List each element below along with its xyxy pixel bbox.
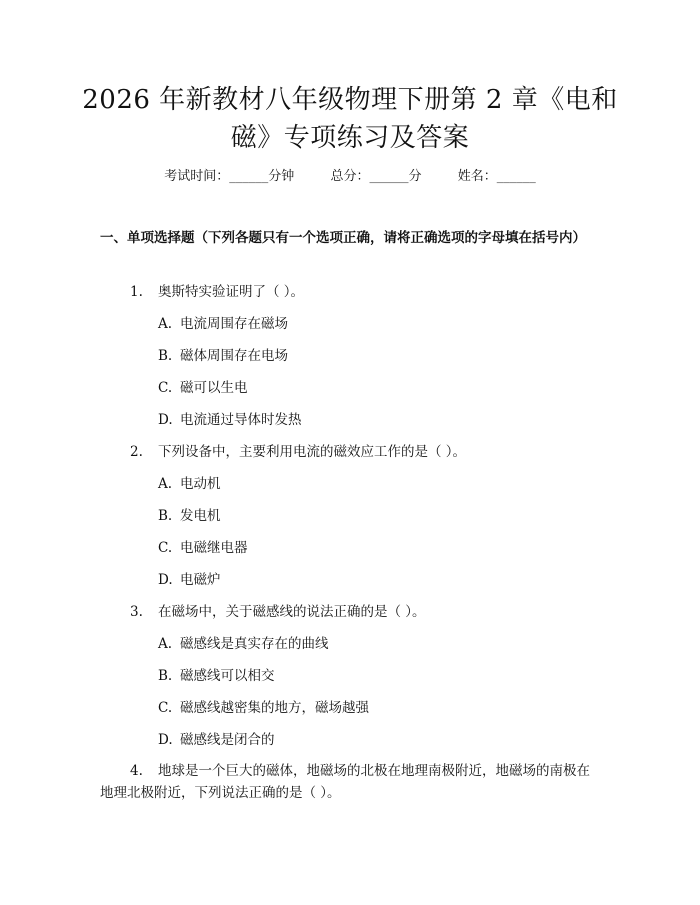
question-4 <box>100 760 600 804</box>
question-number: 2. <box>130 444 143 460</box>
option-letter: D. <box>158 412 173 428</box>
option-letter: C. <box>158 700 173 716</box>
option-letter: C. <box>158 540 173 556</box>
option-text: 电动机 <box>180 476 221 492</box>
question-number: 4. <box>130 763 143 779</box>
option-text: 磁体周围存在电场 <box>180 348 288 364</box>
option-1d <box>158 410 302 430</box>
option-2c <box>158 538 248 558</box>
option-text: 电磁继电器 <box>180 540 248 556</box>
question-1 <box>130 282 304 302</box>
document-title-line-1: 2026 年新教材八年级物理下册第 2 章《电和 <box>82 85 618 115</box>
exam-meta <box>0 168 700 186</box>
question-text: 地球是一个巨大的磁体，地磁场的北极在地理南极附近，地磁场的南极在地理北极附近，下列说法正确的是（ ）。 <box>100 763 590 801</box>
option-letter: D. <box>158 572 173 588</box>
option-1b <box>158 346 288 366</box>
student-name-field: 姓名：______ <box>457 169 536 184</box>
question-3 <box>130 602 426 622</box>
option-letter: A. <box>158 476 173 492</box>
option-letter: A. <box>158 316 173 332</box>
question-text: 在磁场中，关于磁感线的说法正确的是（ ）。 <box>158 604 426 620</box>
document-title-line-2: 磁》专项练习及答案 <box>230 123 470 153</box>
option-text: 磁可以生电 <box>180 380 248 396</box>
option-letter: B. <box>158 668 173 684</box>
option-2a <box>158 474 221 494</box>
option-text: 磁感线是真实存在的曲线 <box>180 636 329 652</box>
question-2 <box>130 442 466 462</box>
option-text: 电流周围存在磁场 <box>180 316 288 332</box>
question-text: 下列设备中，主要利用电流的磁效应工作的是（ ）。 <box>158 444 467 460</box>
option-text: 电流通过导体时发热 <box>180 412 302 428</box>
section-title-single-choice: 一、单项选择题（下列各题只有一个选项正确，请将正确选项的字母填在括号内） <box>100 230 586 246</box>
option-2d <box>158 570 221 590</box>
option-text: 磁感线越密集的地方，磁场越强 <box>180 700 369 716</box>
option-1c <box>158 378 248 398</box>
option-letter: D. <box>158 732 173 748</box>
option-text: 电磁炉 <box>180 572 221 588</box>
option-3c <box>158 698 369 718</box>
question-number: 1. <box>130 284 143 300</box>
question-number: 3. <box>130 604 143 620</box>
option-letter: C. <box>158 380 173 396</box>
option-2b <box>158 506 221 526</box>
option-text: 发电机 <box>180 508 221 524</box>
option-3b <box>158 666 275 686</box>
option-letter: A. <box>158 636 173 652</box>
option-letter: B. <box>158 348 173 364</box>
option-text: 磁感线是闭合的 <box>180 732 275 748</box>
option-3d <box>158 730 275 750</box>
option-3a <box>158 634 329 654</box>
option-letter: B. <box>158 508 173 524</box>
question-text: 奥斯特实验证明了（ ）。 <box>158 284 305 300</box>
total-score-field: 总分：______分 <box>330 169 422 184</box>
option-text: 磁感线可以相交 <box>180 668 275 684</box>
exam-time-field: 考试时间：______分钟 <box>164 169 295 184</box>
option-1a <box>158 314 288 334</box>
